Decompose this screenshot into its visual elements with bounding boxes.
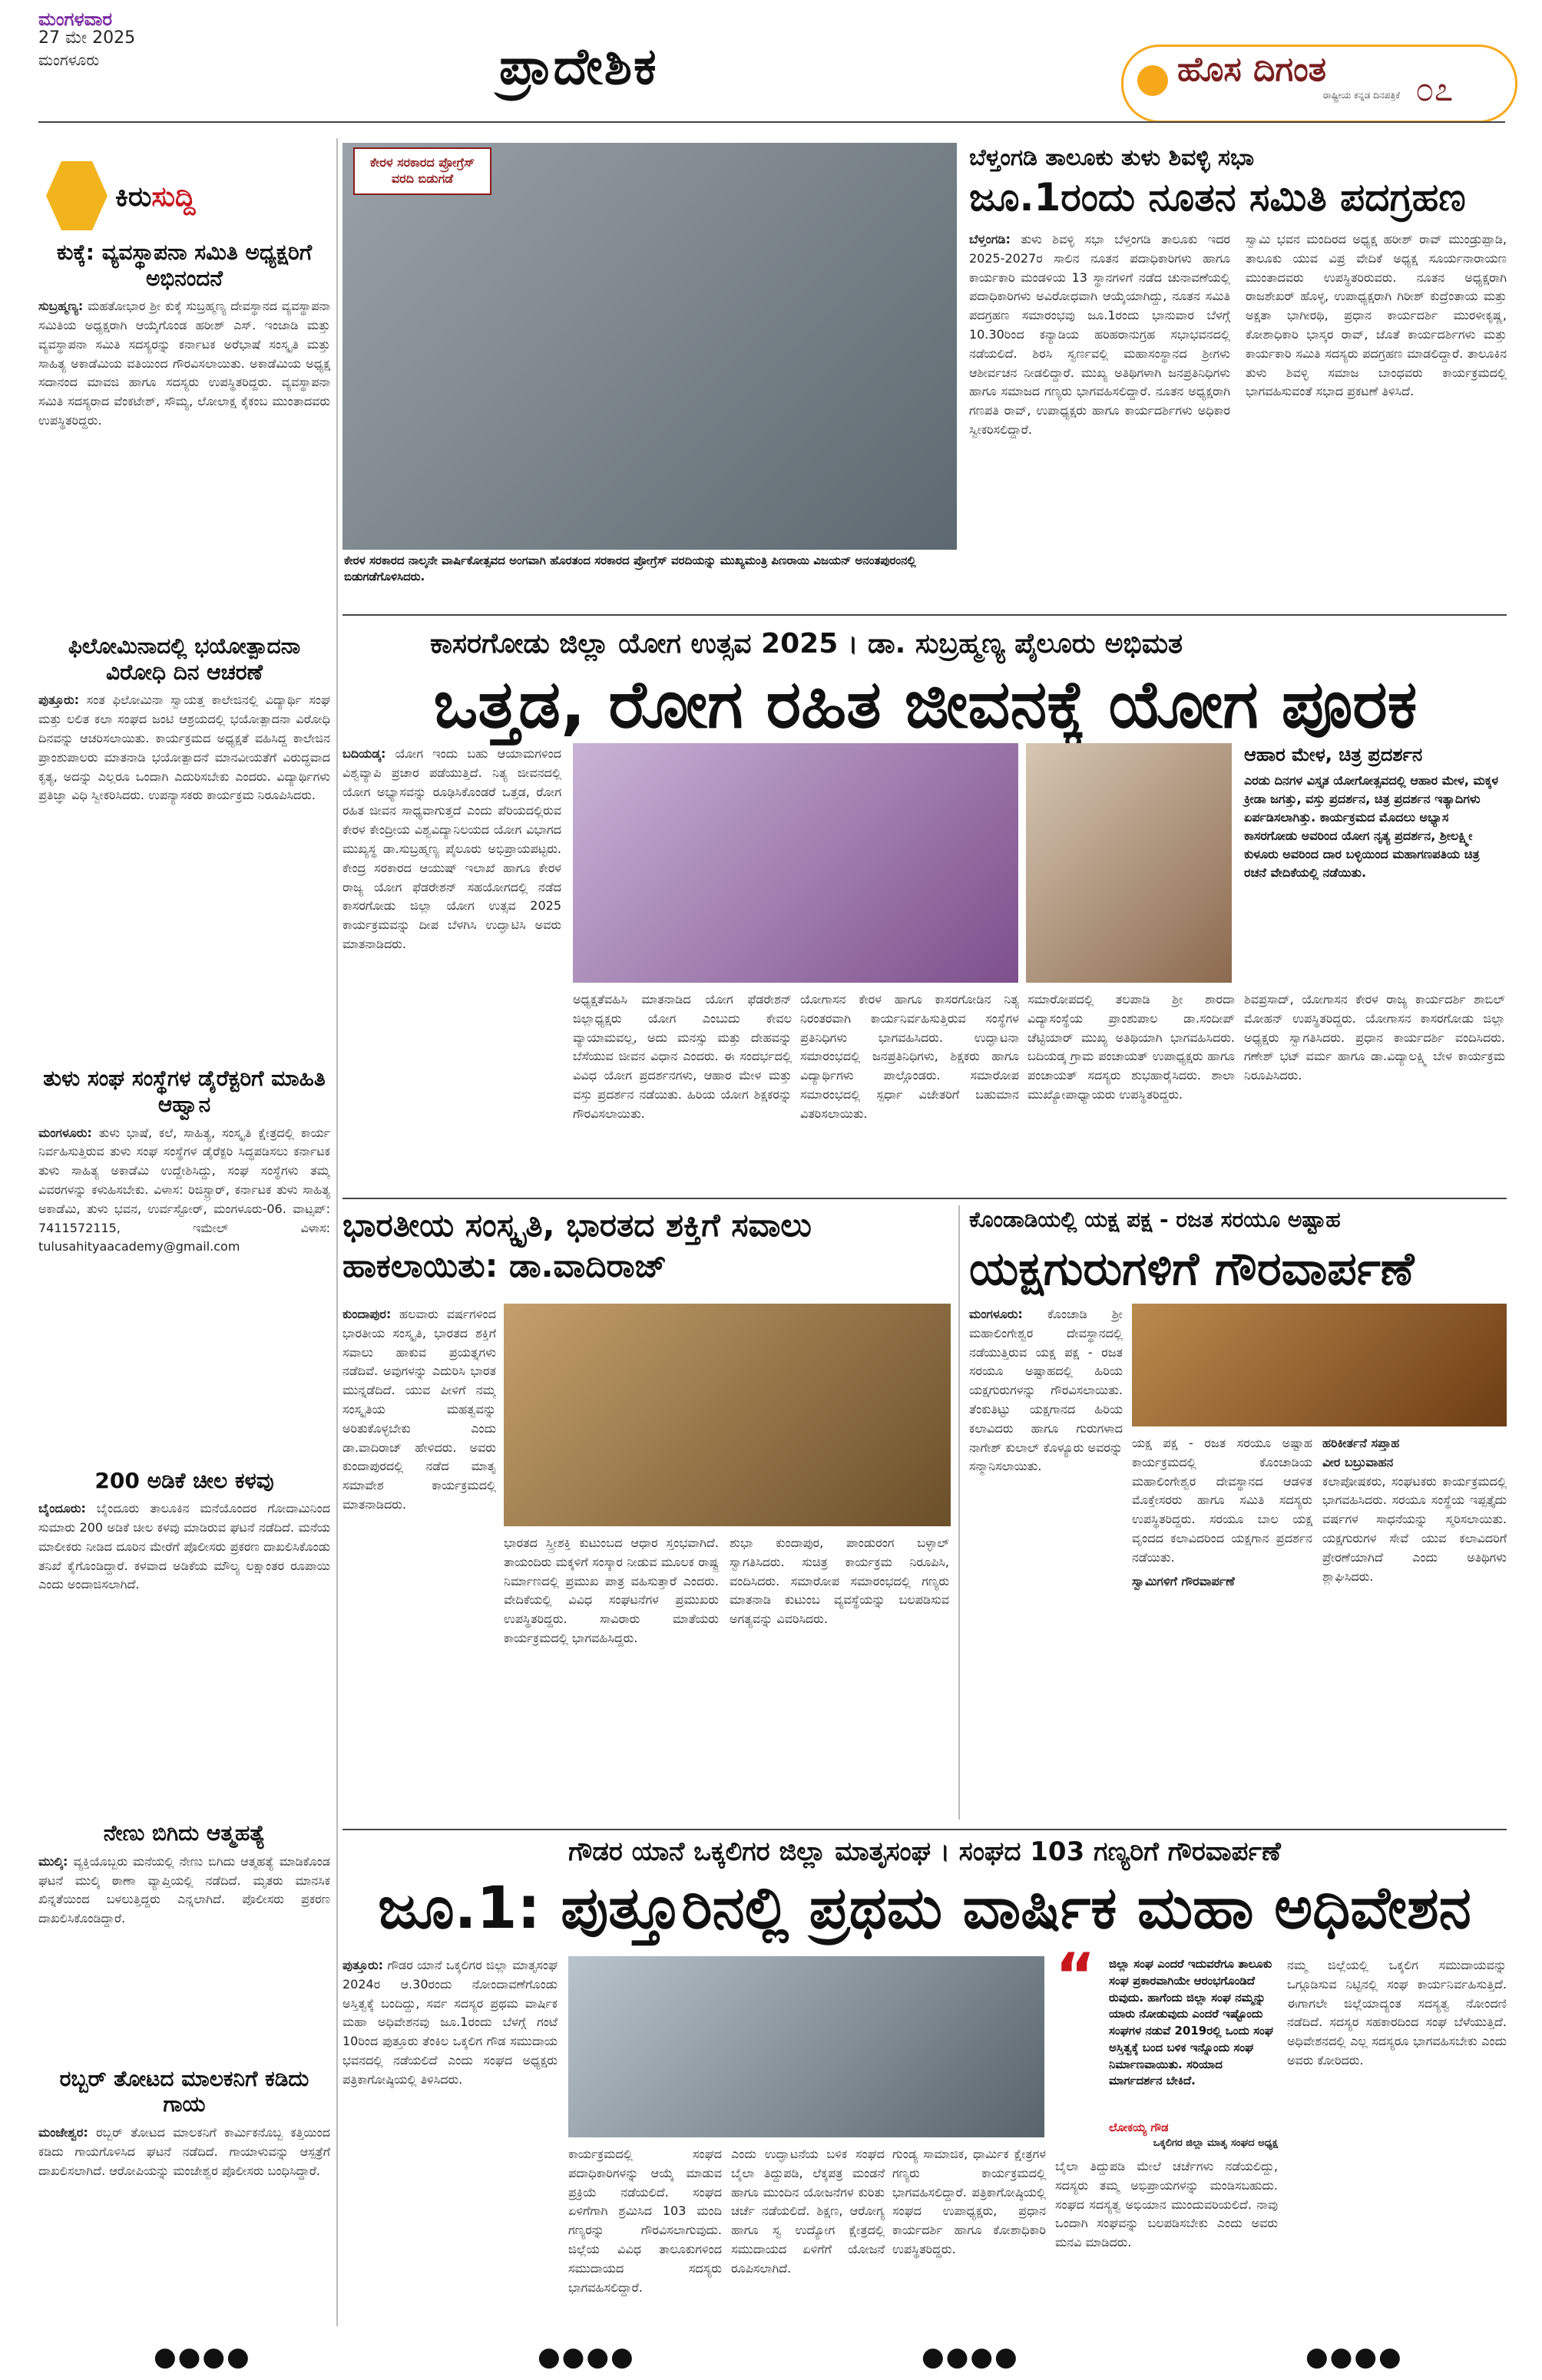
page-number: ೦೭ xyxy=(1415,70,1454,109)
yaksha-subhead-3: ವೀರ ಬಬ್ರುವಾಹನ xyxy=(1322,1454,1394,1469)
photo-label: ಕೇರಳ ಸರಕಾರದ ಪ್ರೋಗ್ರೆಸ್ ವರದಿ ಬಿಡುಗಡೆ xyxy=(353,147,491,195)
tulu-headline: ಜೂ.1ರಂದು ನೂತನ ಸಮಿತಿ ಪದಗ್ರಹಣ xyxy=(969,175,1466,220)
footer-dots: ●●●● xyxy=(154,2342,251,2372)
brief-dateline: ಸುಬ್ರಹ್ಮಣ್ಯ: xyxy=(38,299,84,314)
header-day: ಮಂಗಳವಾರ xyxy=(38,8,113,30)
brief-5 xyxy=(38,1820,330,2052)
yoga-body-3: ಯೋಗಾಸನ ಕೇರಳ ಹಾಗೂ ಕಾಸರಗೋಡಿನ ನಿತ್ಯ ನಿರಂತರವಾಗಿ ಕಾರ್ಯನಿರ್ವಹಿಸುತ್ತಿರುವ ಸಂಸ್ಥೆಗಳ ಪ್ರತಿನಿಧಿಗಳು ಭಾಗವಹಿಸಿದರು. ಉದ್ಘಾಟನಾ ಸಮಾರಂಭದಲ್ಲಿ ಜನಪ್ರತಿನಿಧಿಗಳು, ಶಿಕ್ಷಕರು ಹಾಗೂ ವಿದ್ಯಾರ್ಥಿಗಳು ಪಾಲ್ಗೊಂಡರು. ಸಮಾರೋಪ ಸಮಾರಂಭದಲ್ಲಿ ಸ್ಪರ್ಧಾ ವಿಜೇತರಿಗೆ ಬಹುಮಾನ ವಿತರಿಸಲಾಯಿತು. xyxy=(800,992,1019,1121)
brief-6 xyxy=(38,2066,330,2339)
tulu-kicker: ಬೆಳ್ತಂಗಡಿ ತಾಲೂಕು ತುಳು ಶಿವಳ್ಳಿ ಸಭಾ xyxy=(969,144,1255,171)
paper-subtitle: ರಾಷ್ಟ್ರೀಯ ಕನ್ನಡ ದಿನಪತ್ರಿಕೆ xyxy=(1323,90,1401,101)
tulu-body-1: ತುಳು ಶಿವಳ್ಳಿ ಸಭಾ ಬೆಳ್ತಂಗಡಿ ತಾಲೂಕು ಇದರ 2025-2027ರ ಸಾಲಿನ ನೂತನ ಪದಾಧಿಕಾರಿಗಳು ಹಾಗೂ ಕಾರ್ಯಕಾರಿ ಮಂಡಳಿಯ 13 ಸ್ಥಾನಗಳಿಗೆ ನಡೆದ ಚುನಾವಣೆಯಲ್ಲಿ ಪದಾಧಿಕಾರಿಗಳು ಅವಿರೋಧವಾಗಿ ಆಯ್ಕೆಯಾಗಿದ್ದು, ನೂತನ ಸಮಿತಿ ಪದಗ್ರಹಣ ಸಮಾರಂಭವು ಜೂ.1ರಂದು ಭಾನುವಾರ ಬೆಳಗ್ಗೆ 10.30ರಿಂದ ಕನ್ಯಾಡಿಯ ಹರಿಹರಾನುಗ್ರಹ ಸಭಾಭವನದಲ್ಲಿ ನಡೆಯಲಿದೆ. ಶಿರಸಿ ಸ್ವರ್ಣವಲ್ಲಿ ಮಹಾಸಂಸ್ಥಾನದ ಶ್ರೀಗಳು ಆಶೀರ್ವಚನ ನೀಡಲಿದ್ದಾರೆ. ಮುಖ್ಯ ಅತಿಥಿಗಳಾಗಿ ಜನಪ್ರತಿನಿಧಿಗಳು ಹಾಗೂ ಸಮಾಜದ ಗಣ್ಯರು ಭಾಗವಹಿಸಲಿದ್ದಾರೆ. ನೂತನ ಅಧ್ಯಕ್ಷರಾಗಿ ಗಣಪತಿ ರಾವ್, ಉಪಾಧ್ಯಕ್ಷರು ಹಾಗೂ ಕಾರ್ಯದರ್ಶಿಗಳು ಅಧಿಕಾರ ಸ್ವೀಕರಿಸಲಿದ್ದಾರೆ. xyxy=(969,232,1230,437)
brief-2 xyxy=(38,633,330,1052)
tulu-dateline: ಬೆಳ್ತಂಗಡಿ: xyxy=(969,232,1011,246)
yoga-kicker: ಕಾಸರಗೋಡು ಜಿಲ್ಲಾ ಯೋಗ ಉತ್ಸವ 2025 । ಡಾ. ಸುಬ್ರಹ್ಮಣ್ಯ ಪೈಲೂರು ಅಭಿಮತ xyxy=(430,628,1183,659)
brief-body: ತುಳು ಭಾಷೆ, ಕಲೆ, ಸಾಹಿತ್ಯ, ಸಂಸ್ಕೃತಿ ಕ್ಷೇತ್ರದಲ್ಲಿ ಕಾರ್ಯ ನಿರ್ವಹಿಸುತ್ತಿರುವ ತುಳು ಸಂಘ ಸಂಸ್ಥೆಗಳ ಡೈರೆಕ್ಟರಿ ಸಿದ್ಧಪಡಿಸಲು ಕರ್ನಾಟಕ ತುಳು ಸಾಹಿತ್ಯ ಅಕಾಡೆಮಿ ಉದ್ದೇಶಿಸಿದ್ದು, ಸಂಘ ಸಂಸ್ಥೆಗಳು ತಮ್ಮ ವಿವರಗಳನ್ನು ಕಳುಹಿಸಬೇಕು. ವಿಳಾಸ: ರಿಜಿಸ್ಟ್ರಾರ್, ಕರ್ನಾಟಕ ತುಳು ಸಾಹಿತ್ಯ ಅಕಾಡೆಮಿ, ತುಳು ಭವನ, ಉರ್ವಸ್ಟೋರ್, ಮಂಗಳೂರು-06. ವಾಟ್ಸಪ್: 7411572115, ಇಮೇಲ್ ವಿಳಾಸ: tulusahityaacademy@gmail.com xyxy=(38,1125,330,1254)
gowda-body-1: ಗೌಡರ ಯಾನೆ ಒಕ್ಕಲಿಗರ ಜಿಲ್ಲಾ ಮಾತೃಸಂಘ 2024ರ ಆ.30ರಂದು ನೋಂದಾವಣೆಗೊಂಡು ಅಸ್ತಿತ್ವಕ್ಕೆ ಬಂದಿದ್ದು, ಸರ್ವ ಸದಸ್ಯರ ಪ್ರಥಮ ವಾರ್ಷಿಕ ಮಹಾ ಅಧಿವೇಶನವು ಜೂ.1ರಂದು ಬೆಳಗ್ಗೆ ಗಂಟೆ 10ರಿಂದ ಪುತ್ತೂರು ತೆಂಕಿಲ ಒಕ್ಕಲಿಗ ಗೌಡ ಸಮುದಾಯ ಭವನದಲ್ಲಿ ನಡೆಯಲಿದೆ ಎಂದು ಸಂಘದ ಅಧ್ಯಕ್ಷರು ಪತ್ರಿಕಾಗೋಷ್ಠಿಯಲ್ಲಿ ತಿಳಿಸಿದರು. xyxy=(342,1958,558,2087)
header-date: 27 ಮೇ 2025 xyxy=(38,28,136,48)
column-divider xyxy=(336,138,338,2326)
yaksha-body-1: ಕೊಂಚಾಡಿ ಶ್ರೀ ಮಹಾಲಿಂಗೇಶ್ವರ ದೇವಸ್ಥಾನದಲ್ಲಿ ನಡೆಯುತ್ತಿರುವ ಯಕ್ಷ ಪಕ್ಷ - ರಜತ ಸರಯೂ ಅಷ್ಟಾಹದಲ್ಲಿ ಹಿರಿಯ ಯಕ್ಷಗುರುಗಳನ್ನು ಗೌರವಿಸಲಾಯಿತು. ತೆಂಕುತಿಟ್ಟು ಯಕ್ಷಗಾನದ ಹಿರಿಯ ಕಲಾವಿದರು ಹಾಗೂ ಗುರುಗಳಾದ ನಾಗೇಶ್ ಕುಲಾಲ್ ಕೊಳ್ಯೂರು ಅವರನ್ನು ಸನ್ಮಾನಿಸಲಾಯಿತು. xyxy=(969,1307,1123,1474)
gowda-body-5: ಬೈಲಾ ತಿದ್ದುಪಡಿ ಮೇಲೆ ಚರ್ಚೆಗಳು ನಡೆಯಲಿದ್ದು, ಸದಸ್ಯರು ತಮ್ಮ ಅಭಿಪ್ರಾಯಗಳನ್ನು ಮಂಡಿಸಬಹುದು. ಸಂಘದ ಸದಸ್ಯತ್ವ ಅಭಿಯಾನ ಮುಂದುವರಿಯಲಿದೆ. ನಾವು ಒಂದಾಗಿ ಸಂಘವನ್ನು ಬಲಪಡಿಸಬೇಕು ಎಂದು ಅವರು ಮನವಿ ಮಾಡಿದರು. xyxy=(1055,2159,1278,2250)
brief-headline: ನೇಣು ಬಿಗಿದು ಆತ್ಮಹತ್ಯೆ xyxy=(103,1820,266,1846)
sun-logo-icon xyxy=(1137,65,1168,96)
brief-dateline: ಬೈಂದೂರು: xyxy=(38,1501,86,1516)
vadiraj-body-1: ಹಲವಾರು ವರ್ಷಗಳಿಂದ ಭಾರತೀಯ ಸಂಸ್ಕೃತಿ, ಭಾರತದ ಶಕ್ತಿಗೆ ಸವಾಲು ಹಾಕುವ ಪ್ರಯತ್ನಗಳು ನಡೆದಿವೆ. ಅವುಗಳನ್ನು ಎದುರಿಸಿ ಭಾರತ ಮುನ್ನಡೆದಿದೆ. ಯುವ ಪೀಳಿಗೆ ನಮ್ಮ ಸಂಸ್ಕೃತಿಯ ಮಹತ್ವವನ್ನು ಅರಿತುಕೊಳ್ಳಬೇಕು ಎಂದು ಡಾ.ವಾದಿರಾಜ್ ಹೇಳಿದರು. ಅವರು ಕುಂದಾಪುರದಲ್ಲಿ ನಡೆದ ಮಾತೃ ಸಮಾವೇಶ ಕಾರ್ಯಕ್ರಮದಲ್ಲಿ ಮಾತನಾಡಿದರು. xyxy=(342,1307,496,1512)
brief-dateline: ಪುತ್ತೂರು: xyxy=(38,693,80,708)
paper-name: ಹೊಸ ದಿಗಂತ xyxy=(1177,50,1327,89)
section-title: ಪ್ರಾದೇಶಿಕ xyxy=(499,37,658,96)
quote-mark-icon: “ xyxy=(1055,1940,1096,2011)
brief-body: ರಬ್ಬರ್ ತೋಟದ ಮಾಲಕನಿಗೆ ಕಾರ್ಮಿಕನೊಬ್ಬ ಕತ್ತಿಯಿಂದ ಕಡಿದು ಗಾಯಗೊಳಿಸಿದ ಘಟನೆ ನಡೆದಿದೆ. ಗಾಯಾಳುವನ್ನು ಆಸ್ಪತ್ರೆಗೆ ದಾಖಲಿಸಲಾಗಿದೆ. ಆರೋಪಿಯನ್ನು ಮಂಜೇಶ್ವರ ಪೊಲೀಸರು ಬಂಧಿಸಿದ್ದಾರೆ. xyxy=(38,2124,330,2178)
yoga-body-5: ಶಿವಪ್ರಸಾದ್, ಯೋಗಾಸನ ಕೇರಳ ರಾಜ್ಯ ಕಾರ್ಯದರ್ಶಿ ಶಾಬಿಲ್ ಮೋಹನ್ ಉಪಸ್ಥಿತರಿದ್ದರು. ಯೋಗಾಸನ ಕಾಸರಗೋಡು ಜಿಲ್ಲಾ ಅಧ್ಯಕ್ಷರು ಸ್ವಾಗತಿಸಿದರು. ಪ್ರಧಾನ ಕಾರ್ಯದರ್ಶಿ ವಂದಿಸಿದರು. ಗಣೇಶ್ ಭಟ್ ವರ್ಮ ಹಾಗೂ ಡಾ.ವಿದ್ಯಾಲಕ್ಷ್ಮಿ ಬೇಳ ಕಾರ್ಯಕ್ರಮ ನಿರೂಪಿಸಿದರು. xyxy=(1244,992,1505,1083)
gowda-body-6: ನಮ್ಮ ಜಿಲ್ಲೆಯಲ್ಲಿ ಒಕ್ಕಲಿಗ ಸಮುದಾಯವನ್ನು ಒಗ್ಗೂಡಿಸುವ ನಿಟ್ಟಿನಲ್ಲಿ ಸಂಘ ಕಾರ್ಯನಿರ್ವಹಿಸುತ್ತಿದೆ. ಈಗಾಗಲೇ ಜಿಲ್ಲೆಯಾದ್ಯಂತ ಸದಸ್ಯತ್ವ ನೋಂದಣಿ ನಡೆದಿದೆ. ಸದಸ್ಯರ ಸಹಕಾರದಿಂದ ಸಂಘ ಬೆಳೆಯುತ್ತಿದೆ. ಅಧಿವೇಶನದಲ್ಲಿ ಎಲ್ಲ ಸದಸ್ಯರೂ ಭಾಗವಹಿಸಬೇಕು ಎಂದು ಅವರು ಕೋರಿದರು. xyxy=(1287,1958,1507,2068)
yaksha-body-3: ಕಲಾಪೋಷಕರು, ಸಂಘಟಕರು ಕಾರ್ಯಕ್ರಮದಲ್ಲಿ ಭಾಗವಹಿಸಿದರು. ಸರಯೂ ಸಂಸ್ಥೆಯ ಇಪ್ಪತ್ತೈದು ವರ್ಷಗಳ ಸಾಧನೆಯನ್ನು ಸ್ಮರಿಸಲಾಯಿತು. ಯಕ್ಷಗುರುಗಳ ಸೇವೆ ಯುವ ಕಲಾವಿದರಿಗೆ ಪ್ರೇರಣೆಯಾಗಿದೆ ಎಂದು ಅತಿಥಿಗಳು ಶ್ಲಾಘಿಸಿದರು. xyxy=(1322,1473,1507,1584)
header-city: ಮಂಗಳೂರು xyxy=(38,50,100,69)
hand-icon xyxy=(46,161,108,230)
brief-1 xyxy=(38,240,330,620)
brief-headline: ಫಿಲೋಮಿನಾದಲ್ಲಿ ಭಯೋತ್ಪಾದನಾ ವಿರೋಧಿ ದಿನ ಆಚರಣೆ xyxy=(68,633,301,685)
kiru-label-b: ಸುದ್ದಿ xyxy=(151,181,196,213)
yaksha-headline: ಯಕ್ಷಗುರುಗಳಿಗೆ ಗೌರವಾರ್ಪಣೆ xyxy=(969,1242,1415,1296)
header-date-block xyxy=(38,9,135,68)
brief-headline: ತುಳು ಸಂಘ ಸಂಸ್ಥೆಗಳ ಡೈರೆಕ್ಟರಿಗೆ ಮಾಹಿತಿ ಆಹ್ವಾನ xyxy=(43,1066,326,1117)
brief-dateline: ಮಂಗಳೂರು: xyxy=(38,1125,92,1140)
kerala-report-photo xyxy=(342,143,957,550)
vadiraj-headline: ಭಾರತೀಯ ಸಂಸ್ಕೃತಿ, ಭಾರತದ ಶಕ್ತಿಗೆ ಸವಾಲು ಹಾಕಲಾಯಿತು: ಡಾ.ವಾದಿರಾಜ್ xyxy=(342,1206,812,1284)
rule xyxy=(342,1829,1507,1830)
gowda-quote-box xyxy=(1055,1940,1278,2153)
brief-headline: ಕುಕ್ಕೆ: ವ್ಯವಸ್ಥಾಪನಾ ಸಮಿತಿ ಅಧ್ಯಕ್ಷರಿಗೆ ಅಭಿನಂದನೆ xyxy=(56,240,313,291)
kiru-label-a: ಕಿರು xyxy=(115,181,152,213)
yaksha-body-2: ಯಕ್ಷ ಪಕ್ಷ - ರಜತ ಸರಯೂ ಅಷ್ಟಾಹ ಕಾರ್ಯಕ್ರಮದಲ್ಲಿ ಕೊಂಚಾಡಿಯ ಮಹಾಲಿಂಗೇಶ್ವರ ದೇವಸ್ಥಾನದ ಆಡಳಿತ ಮೊಕ್ತೇಸರರು ಹಾಗೂ ಸಮಿತಿ ಸದಸ್ಯರು ಉಪಸ್ಥಿತರಿದ್ದರು. ಸರಯೂ ಬಾಲ ಯಕ್ಷ ವೃಂದದ ಕಲಾವಿದರಿಂದ ಯಕ್ಷಗಾನ ಪ್ರದರ್ಶನ ನಡೆಯಿತು. xyxy=(1132,1436,1312,1565)
vadiraj-dateline: ಕುಂದಾಪುರ: xyxy=(342,1307,392,1321)
vadiraj-body-3: ಶುಭಾ ಕುಂದಾಪುರ, ಪಾಂಡುರಂಗ ಬಳ್ಳಾಲ್ ಸ್ವಾಗತಿಸಿದರು. ಸುಚಿತ್ರ ಕಾರ್ಯಕ್ರಮ ನಿರೂಪಿಸಿ, ವಂದಿಸಿದರು. ಸಮಾರೋಪ ಸಮಾರಂಭದಲ್ಲಿ ಗಣ್ಯರು ಮಾತನಾಡಿ ಕುಟುಂಬ ವ್ಯವಸ್ಥೆಯನ್ನು ಬಲಪಡಿಸುವ ಅಗತ್ಯವನ್ನು ವಿವರಿಸಿದರು. xyxy=(730,1535,949,1627)
brief-body: ವ್ಯಕ್ತಿಯೊಬ್ಬರು ಮನೆಯಲ್ಲಿ ನೇಣು ಬಿಗಿದು ಆತ್ಮಹತ್ಯೆ ಮಾಡಿಕೊಂಡ ಘಟನೆ ಮುಲ್ಕಿ ಠಾಣಾ ವ್ಯಾಪ್ತಿಯಲ್ಲಿ ನಡೆದಿದೆ. ಮೃತರು ಮಾನಸಿಕ ಖಿನ್ನತೆಯಿಂದ ಬಳಲುತ್ತಿದ್ದರು ಎನ್ನಲಾಗಿದೆ. ಪೊಲೀಸರು ಪ್ರಕರಣ ದಾಖಲಿಸಿಕೊಂಡಿದ್ದಾರೆ. xyxy=(38,1853,330,1926)
yoga-headline: ಒತ್ತಡ, ರೋಗ ರಹಿತ ಜೀವನಕ್ಕೆ ಯೋಗ ಪೂರಕ xyxy=(433,666,1418,743)
footer-dots: ●●●● xyxy=(922,2342,1019,2372)
gowda-dateline: ಪುತ್ತೂರು: xyxy=(342,1958,384,1972)
gowda-body-2: ಕಾರ್ಯಕ್ರಮದಲ್ಲಿ ಸಂಘದ ಪದಾಧಿಕಾರಿಗಳನ್ನು ಆಯ್ಕೆ ಮಾಡುವ ಪ್ರಕ್ರಿಯೆ ನಡೆಯಲಿದೆ. ಸಂಘದ ಏಳಿಗೆಗಾಗಿ ಶ್ರಮಿಸಿದ 103 ಮಂದಿ ಗಣ್ಯರನ್ನು ಗೌರವಿಸಲಾಗುವುದು. ಜಿಲ್ಲೆಯ ವಿವಿಧ ತಾಲೂಕುಗಳಿಂದ ಸಮುದಾಯದ ಸದಸ್ಯರು ಭಾಗವಹಿಸಲಿದ್ದಾರೆ. xyxy=(568,2147,722,2295)
gowda-kicker: ಗೌಡರ ಯಾನೆ ಒಕ್ಕಲಿಗರ ಜಿಲ್ಲಾ ಮಾತೃಸಂಘ । ಸಂಘದ 103 ಗಣ್ಯರಿಗೆ ಗೌರವಾರ್ಪಣೆ xyxy=(568,1836,1281,1867)
yoga-inauguration-photo xyxy=(573,743,1018,983)
quote-author: ಲೋಕಯ್ಯ ಗೌಡ xyxy=(1109,2121,1169,2134)
brief-body: ಬೈಂದೂರು ತಾಲೂಕಿನ ಮನೆಯೊಂದರ ಗೋದಾಮಿನಿಂದ ಸುಮಾರು 200 ಅಡಿಕೆ ಚೀಲ ಕಳವು ಮಾಡಿರುವ ಘಟನೆ ನಡೆದಿದೆ. ಮನೆಯ ಮಾಲೀಕರು ನೀಡಿದ ದೂರಿನ ಮೇರೆಗೆ ಪೊಲೀಸರು ಪ್ರಕರಣ ದಾಖಲಿಸಿಕೊಂಡು ತನಿಖೆ ಕೈಗೊಂಡಿದ್ದಾರೆ. ಕಳವಾದ ಅಡಿಕೆಯ ಮೌಲ್ಯ ಲಕ್ಷಾಂತರ ರೂಪಾಯಿ ಎಂದು ಅಂದಾಜಿಸಲಾಗಿದೆ. xyxy=(38,1501,330,1592)
yaksha-kicker: ಕೊಂಡಾಡಿಯಲ್ಲಿ ಯಕ್ಷ ಪಕ್ಷ - ರಜತ ಸರಯೂ ಅಷ್ಟಾಹ xyxy=(969,1207,1341,1232)
yaksha-subhead-2: ಹರಿಕೀರ್ತನೆ ಸಪ್ತಾಹ xyxy=(1322,1436,1400,1450)
yoga-body-4: ಸಮಾರೋಪದಲ್ಲಿ ತಲಪಾಡಿ ಶ್ರೀ ಶಾರದಾ ವಿದ್ಯಾಸಂಸ್ಥೆಯ ಪ್ರಾಂಶುಪಾಲ ಡಾ.ಸಂದೀಪ್ ಚೆಟ್ಟಿಯಾರ್ ಮುಖ್ಯ ಅತಿಥಿಯಾಗಿ ಭಾಗವಹಿಸಿದರು. ಬದಿಯಡ್ಕ ಗ್ರಾಮ ಪಂಚಾಯತ್ ಉಪಾಧ್ಯಕ್ಷರು ಹಾಗೂ ಪಂಚಾಯತ್ ಸದಸ್ಯರು ಶುಭಹಾರೈಸಿದರು. ಶಾಲಾ ಮುಖ್ಯೋಪಾಧ್ಯಾಯರು ಉಪಸ್ಥಿತರಿದ್ದರು. xyxy=(1027,992,1235,1102)
column-divider xyxy=(958,1205,960,1820)
vadiraj-audience-photo xyxy=(504,1304,951,1526)
yoga-body-2: ಅಧ್ಯಕ್ಷತೆವಹಿಸಿ ಮಾತನಾಡಿದ ಯೋಗ ಫೆಡರೇಶನ್ ಜಿಲ್ಲಾಧ್ಯಕ್ಷರು ಯೋಗ ಎಂಬುದು ಕೇವಲ ವ್ಯಾಯಾಮವಲ್ಲ, ಅದು ಮನಸ್ಸು ಮತ್ತು ದೇಹವನ್ನು ಬೆಸೆಯುವ ಜೀವನ ವಿಧಾನ ಎಂದರು. ಈ ಸಂದರ್ಭದಲ್ಲಿ ವಿವಿಧ ಯೋಗ ಪ್ರದರ್ಶನಗಳು, ಆಹಾರ ಮೇಳ ಮತ್ತು ವಸ್ತು ಪ್ರದರ್ಶನ ನಡೆಯಿತು. ಹಿರಿಯ ಯೋಗ ಶಿಕ್ಷಕರನ್ನು ಗೌರವಿಸಲಾಯಿತು. xyxy=(573,992,792,1121)
yoga-drawing-photo xyxy=(1026,743,1232,983)
brief-body: ಮಹತೋಭಾರ ಶ್ರೀ ಕುಕ್ಕೆ ಸುಬ್ರಹ್ಮಣ್ಯ ದೇವಸ್ಥಾನದ ವ್ಯವಸ್ಥಾಪನಾ ಸಮಿತಿಯ ಅಧ್ಯಕ್ಷರಾಗಿ ಆಯ್ಕೆಗೊಂಡ ಹರೀಶ್ ಎಸ್. ಇಂಜಾಡಿ ಮತ್ತು ವ್ಯವಸ್ಥಾಪನಾ ಸಮಿತಿ ಸದಸ್ಯರನ್ನು ಕರ್ನಾಟಕ ಅರೆಭಾಷೆ ಸಂಸ್ಕೃತಿ ಮತ್ತು ಸಾಹಿತ್ಯ ಅಕಾಡೆಮಿಯ ವತಿಯಿಂದ ಗೌರವಿಸಲಾಯಿತು. ಅಕಾಡೆಮಿಯ ಅಧ್ಯಕ್ಷ ಸದಾನಂದ ಮಾವಜಿ ಹಾಗೂ ಸದಸ್ಯರು ಉಪಸ್ಥಿತರಿದ್ದರು. ವ್ಯವಸ್ಥಾಪನಾ ಸಮಿತಿ ಸದಸ್ಯರಾದ ವೆಂಕಟೇಶ್, ಸೌಮ್ಯ, ಲೋಲಾಕ್ಷ ಕೈಕಂಬ ಮುಂತಾದವರು ಉಪಸ್ಥಿತರಿದ್ದರು. xyxy=(38,299,330,428)
brief-4 xyxy=(38,1468,330,1807)
header-rule xyxy=(38,121,1505,123)
quote-text: ಜಿಲ್ಲಾ ಸಂಘ ಎಂದರೆ ಇದುವರೆಗೂ ತಾಲೂಕು ಸಂಘ ಪ್ರಕಾರವಾಗಿಯೇ ಆರಂಭಗೊಂಡಿದೆ ರುವುದು. ಹಾಗೆಂದು ಜಿಲ್ಲಾ ಸಂಘ ನಮ್ಮನ್ನು ಯಾರು ನೋಡುವುದು ಎಂದರೆ ಇಷ್ಟೊಂದು ಸಂಘಗಳ ನಡುವೆ 2019ರಲ್ಲಿ ಒಂದು ಸಂಘ ಅಸ್ತಿತ್ವಕ್ಕೆ ಬಂದ ಬಳಿಕ ಇನ್ನೊಂದು ಸಂಘ ನಿರ್ಮಾಣವಾಯಿತು. ಸರಿಯಾದ ಮಾರ್ಗದರ್ಶನ ಬೇಕಿದೆ. xyxy=(1109,1957,1274,2088)
sidebar-headline: ಆಹಾರ ಮೇಳ, ಚಿತ್ರ ಪ್ರದರ್ಶನ xyxy=(1244,744,1423,765)
yoga-body-1: ಯೋಗ ಇಂದು ಬಹು ಆಯಾಮಗಳಿಂದ ವಿಶ್ವವ್ಯಾಪಿ ಪ್ರಚಾರ ಪಡೆಯುತ್ತಿದೆ. ನಿತ್ಯ ಜೀವನದಲ್ಲಿ ಯೋಗ ಅಭ್ಯಾಸವನ್ನು ರೂಢಿಸಿಕೊಂಡರೆ ಒತ್ತಡ, ರೋಗ ರಹಿತ ಜೀವನ ಸಾಧ್ಯವಾಗುತ್ತದೆ ಎಂದು ಪೆರಿಯದಲ್ಲಿರುವ ಕೇರಳ ಕೇಂದ್ರೀಯ ವಿಶ್ವವಿದ್ಯಾನಿಲಯದ ಯೋಗ ವಿಭಾಗದ ಮುಖ್ಯಸ್ಥ ಡಾ.ಸುಬ್ರಹ್ಮಣ್ಯ ಪೈಲೂರು ಅಭಿಪ್ರಾಯಪಟ್ಟರು. ಕೇಂದ್ರ ಸರಕಾರದ ಆಯುಷ್ ಇಲಾಖೆ ಹಾಗೂ ಕೇರಳ ರಾಜ್ಯ ಯೋಗ ಫೆಡರೇಶನ್ ಸಹಯೋಗದಲ್ಲಿ ನಡೆದ ಕಾಸರಗೋಡು ಜಿಲ್ಲಾ ಯೋಗ ಉತ್ಸವ 2025 ಕಾರ್ಯಕ್ರಮವನ್ನು ದೀಪ ಬೆಳಗಿಸಿ ಉದ್ಘಾಟಿಸಿ ಅವರು ಮಾತನಾಡಿದರು. xyxy=(342,746,561,951)
gowda-headline: ಜೂ.1: ಪುತ್ತೂರಿನಲ್ಲಿ ಪ್ರಥಮ ವಾರ್ಷಿಕ ಮಹಾ ಅಧಿವೇಶನ xyxy=(378,1873,1471,1942)
tulu-body-2: ಸ್ವಾಮಿ ಭವನ ಮಂದಿರದ ಅಧ್ಯಕ್ಷ ಹರೀಶ್ ರಾವ್ ಮುಂಡ್ರುಪ್ಪಾಡಿ, ತಾಲೂಕು ಯುವ ವಿಪ್ರ ವೇದಿಕೆ ಅಧ್ಯಕ್ಷ ಸೂರ್ಯನಾರಾಯಣ ಮುಂತಾದವರು ಉಪಸ್ಥಿತರಿರುವರು. ನೂತನ ಅಧ್ಯಕ್ಷರಾಗಿ ರಾಜಶೇಖರ್ ಹೊಳ್ಳ, ಉಪಾಧ್ಯಕ್ಷರಾಗಿ ಗಿರೀಶ್ ಕುದ್ರೆಂತಾಯ ಮತ್ತು ಅಕ್ಷತಾ ಭಾಗೀರಥಿ, ಪ್ರಧಾನ ಕಾರ್ಯದರ್ಶಿ ಮುರಳೀಕೃಷ್ಣ, ಕೋಶಾಧಿಕಾರಿ ಭಾಸ್ಕರ ರಾವ್, ಜೊತೆ ಕಾರ್ಯದರ್ಶಿಗಳು ಮತ್ತು ಕಾರ್ಯಕಾರಿ ಸಮಿತಿ ಸದಸ್ಯರು ಪದಗ್ರಹಣ ಮಾಡಲಿದ್ದಾರೆ. ತಾಲೂಕಿನ ತುಳು ಶಿವಳ್ಳಿ ಸಮಾಜ ಬಾಂಧವರು ಕಾರ್ಯಕ್ರಮದಲ್ಲಿ ಭಾಗವಹಿಸುವಂತೆ ಸಭಾದ ಪ್ರಕಟಣೆ ತಿಳಿಸಿದೆ. xyxy=(1246,232,1507,399)
sidebar-body: ಎರಡು ದಿನಗಳ ವಿಸ್ತೃತ ಯೋಗೋತ್ಸವದಲ್ಲಿ ಆಹಾರ ಮೇಳ, ಮಕ್ಕಳ ಕ್ರೀಡಾ ಜಗತ್ತು, ವಸ್ತು ಪ್ರದರ್ಶನ, ಚಿತ್ರ ಪ್ರದರ್ಶನ ಇತ್ಯಾದಿಗಳು ಏರ್ಪಡಿಸಲಾಗಿತ್ತು. ಕಾರ್ಯಕ್ರಮದ ಮೊದಲು ಅಭ್ಯಾಸ ಕಾಸರಗೋಡು ಅವರಿಂದ ಯೋಗ ನೃತ್ಯ ಪ್ರದರ್ಶನ, ಶ್ರೀಲಕ್ಷ್ಮೀ ಕುಳೂರು ಅವರಿಂದ ದಾರ ಬಳ್ಳಿಯಿಂದ ಮಹಾಗಣಪತಿಯ ಚಿತ್ರ ರಚನೆ ವೇದಿಕೆಯಲ್ಲಿ ನಡೆಯಿತು. xyxy=(1244,773,1499,881)
rule xyxy=(342,614,1507,616)
quote-role: ಒಕ್ಕಲಿಗರ ಜಿಲ್ಲಾ ಮಾತೃ ಸಂಘದ ಅಧ್ಯಕ್ಷ xyxy=(1153,2137,1278,2149)
brief-dateline: ಮುಲ್ಕಿ: xyxy=(38,1853,68,1869)
masthead xyxy=(1121,45,1517,123)
kiru-suddi-badge xyxy=(38,161,330,238)
gowda-press-photo xyxy=(568,1956,1044,2137)
yaksha-honour-photo xyxy=(1132,1304,1507,1426)
yaksha-subhead-1: ಸ್ವಾಮಿಗಳಿಗೆ ಗೌರವಾರ್ಪಣೆ xyxy=(1132,1573,1235,1588)
footer-dots: ●●●● xyxy=(538,2342,635,2372)
gowda-body-4: ಗುಂಡ್ಯ ಸಾಮಾಜಿಕ, ಧಾರ್ಮಿಕ ಕ್ಷೇತ್ರಗಳ ಗಣ್ಯರು ಕಾರ್ಯಕ್ರಮದಲ್ಲಿ ಭಾಗವಹಿಸಲಿದ್ದಾರೆ. ಪತ್ರಿಕಾಗೋಷ್ಠಿಯಲ್ಲಿ ಸಂಘದ ಉಪಾಧ್ಯಕ್ಷರು, ಪ್ರಧಾನ ಕಾರ್ಯದರ್ಶಿ ಹಾಗೂ ಕೋಶಾಧಿಕಾರಿ ಉಪಸ್ಥಿತರಿದ್ದರು. xyxy=(892,2147,1046,2256)
yoga-sidebar xyxy=(1244,743,1505,983)
brief-3 xyxy=(38,1066,330,1453)
footer-dots: ●●●● xyxy=(1305,2342,1403,2372)
gowda-body-3: ಎಂದು ಉದ್ಘಾಟನೆಯ ಬಳಿಕ ಸಂಘದ ಬೈಲಾ ತಿದ್ದುಪಡಿ, ಲೆಕ್ಕಪತ್ರ ಮಂಡನೆ ಹಾಗೂ ಮುಂದಿನ ಯೋಜನೆಗಳ ಕುರಿತು ಚರ್ಚೆ ನಡೆಯಲಿದೆ. ಶಿಕ್ಷಣ, ಆರೋಗ್ಯ ಹಾಗೂ ಸ್ವ ಉದ್ಯೋಗ ಕ್ಷೇತ್ರದಲ್ಲಿ ಸಮುದಾಯದ ಏಳಿಗೆಗೆ ಯೋಜನೆ ರೂಪಿಸಲಾಗಿದೆ. xyxy=(731,2147,885,2276)
yoga-dateline: ಬದಿಯಡ್ಕ: xyxy=(342,746,386,761)
yaksha-dateline: ಮಂಗಳೂರು: xyxy=(969,1307,1023,1321)
vadiraj-body-2: ಭಾರತದ ಸ್ತ್ರೀಶಕ್ತಿ ಕುಟುಂಬದ ಆಧಾರ ಸ್ತಂಭವಾಗಿದೆ. ತಾಯಂದಿರು ಮಕ್ಕಳಿಗೆ ಸಂಸ್ಕಾರ ನೀಡುವ ಮೂಲಕ ರಾಷ್ಟ್ರ ನಿರ್ಮಾಣದಲ್ಲಿ ಪ್ರಮುಖ ಪಾತ್ರ ವಹಿಸುತ್ತಾರೆ ಎಂದರು. ವೇದಿಕೆಯಲ್ಲಿ ವಿವಿಧ ಸಂಘಟನೆಗಳ ಪ್ರಮುಖರು ಉಪಸ್ಥಿತರಿದ್ದರು. ಸಾವಿರಾರು ಮಾತೆಯರು ಕಾರ್ಯಕ್ರಮದಲ್ಲಿ ಭಾಗವಹಿಸಿದ್ದರು. xyxy=(504,1535,719,1645)
rule xyxy=(342,1198,1507,1199)
photo-caption: ಕೇರಳ ಸರಕಾರದ ನಾಲ್ಕನೇ ವಾರ್ಷಿಕೋತ್ಸವದ ಅಂಗವಾಗಿ ಹೊರತಂದ ಸರಕಾರದ ಪ್ರೋಗ್ರೆಸ್ ವರದಿಯನ್ನು ಮುಖ್ಯಮಂತ್ರಿ ಪಿಣರಾಯಿ ವಿಜಯನ್ ಅನಂತಪುರಂನಲ್ಲಿ ಬಿಡುಗಡೆಗೊಳಿಸಿದರು. xyxy=(344,554,916,583)
brief-body: ಸಂತ ಫಿಲೋಮಿನಾ ಸ್ವಾಯತ್ತ ಕಾಲೇಜಿನಲ್ಲಿ ವಿದ್ಯಾರ್ಥಿ ಸಂಘ ಮತ್ತು ಲಲಿತ ಕಲಾ ಸಂಘದ ಜಂಟಿ ಆಶ್ರಯದಲ್ಲಿ ಭಯೋತ್ಪಾದನಾ ವಿರೋಧಿ ದಿನವನ್ನು ಆಚರಿಸಲಾಯಿತು. ಕಾರ್ಯಕ್ರಮದ ಅಧ್ಯಕ್ಷತೆ ವಹಿಸಿದ್ದ ಕಾಲೇಜಿನ ಪ್ರಾಂಶುಪಾಲರು ಮಾತನಾಡಿ ಭಯೋತ್ಪಾದನೆ ಮಾನವೀಯತೆಗೆ ವಿರುದ್ಧವಾದ ಕೃತ್ಯ, ಅದನ್ನು ಎಲ್ಲರೂ ಒಂದಾಗಿ ಎದುರಿಸಬೇಕು ಎಂದರು. ವಿದ್ಯಾರ್ಥಿಗಳು ಪ್ರತಿಜ್ಞಾ ವಿಧಿ ಸ್ವೀಕರಿಸಿದರು. ಉಪನ್ಯಾಸಕರು ಕಾರ್ಯಕ್ರಮ ನಿರೂಪಿಸಿದರು. xyxy=(38,693,330,803)
brief-headline: ರಬ್ಬರ್ ತೋಟದ ಮಾಲಕನಿಗೆ ಕಡಿದು ಗಾಯ xyxy=(59,2065,309,2117)
brief-dateline: ಮಂಜೇಶ್ವರ: xyxy=(38,2124,88,2140)
brief-headline: 200 ಅಡಿಕೆ ಚೀಲ ಕಳವು xyxy=(94,1467,274,1493)
left-news-column xyxy=(38,240,330,2339)
